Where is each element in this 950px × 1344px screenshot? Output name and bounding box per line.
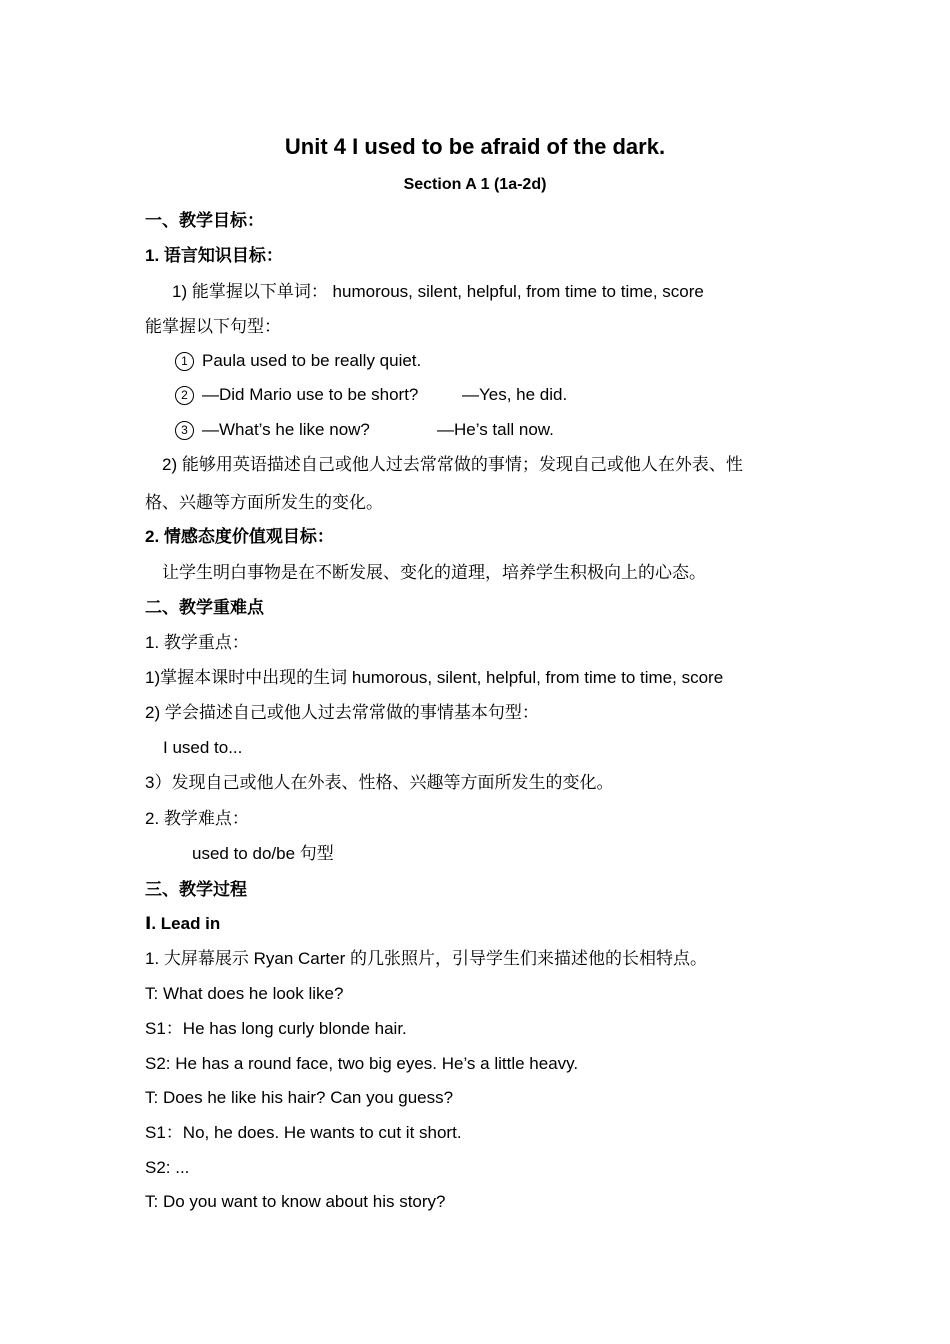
section-heading-objectives: 一、教学目标： — [145, 211, 264, 230]
sentence-item — [175, 350, 421, 372]
circled-number: 3 — [175, 421, 194, 440]
vocab-line: 1) 能掌握以下单词： humorous, silent, helpful, from time to time, score — [172, 282, 704, 301]
dialogue-line: T: Does he like his hair? Can you guess? — [145, 1088, 454, 1107]
document-title: Unit 4 I used to be afraid of the dark. — [284, 134, 666, 159]
subheading-language-objectives: 1. 语言知识目标： — [145, 246, 283, 265]
sentence-item — [175, 419, 370, 441]
subheading-emotion-objectives: 2. 情感态度价值观目标： — [145, 527, 334, 546]
circled-number: 2 — [175, 386, 194, 405]
key-point-2: 2) 学会描述自己或他人过去常常做的事情基本句型： — [145, 703, 539, 722]
key-point-2-example: I used to... — [163, 738, 243, 757]
sentence-text: Paula used to be really quiet. — [202, 351, 422, 370]
dialogue-line: T: Do you want to know about his story? — [145, 1192, 446, 1211]
circled-number: 1 — [175, 352, 194, 371]
lead-in-heading: Ⅰ. Lead in — [145, 914, 221, 933]
ability-line-1: 2) 能够用英语描述自己或他人过去常常做的事情；发现自己或他人在外表、性 — [162, 455, 743, 474]
sentence-answer: —Yes, he did. — [462, 385, 568, 404]
key-point-1: 1)掌握本课时中出现的生词 humorous, silent, helpful, from time to time, score — [145, 668, 724, 687]
section-heading-key-points: 二、教学重难点 — [145, 598, 264, 617]
sentence-question: —What’s he like now? — [202, 420, 370, 439]
document-subtitle: Section A 1 (1a-2d) — [403, 176, 547, 193]
dialogue-line: S2: He has a round face, two big eyes. He’s a little heavy. — [145, 1054, 579, 1073]
dialogue-line: S1：No, he does. He wants to cut it short. — [145, 1123, 462, 1142]
sentence-answer: —He’s tall now. — [437, 420, 554, 439]
sentence-intro: 能掌握以下句型： — [145, 317, 281, 336]
difficult-point-1: used to do/be 句型 — [192, 844, 334, 863]
difficult-points-heading: 2. 教学难点： — [145, 809, 249, 828]
dialogue-line: T: What does he look like? — [145, 984, 344, 1003]
key-point-3: 3）发现自己或他人在外表、性格、兴趣等方面所发生的变化。 — [145, 773, 614, 792]
dialogue-line: S2: ... — [145, 1158, 190, 1177]
emotion-line: 让学生明白事物是在不断发展、变化的道理，培养学生积极向上的心态。 — [162, 563, 706, 582]
dialogue-line: S1：He has long curly blonde hair. — [145, 1019, 407, 1038]
lead-in-step-1: 1. 大屏幕展示 Ryan Carter 的几张照片，引导学生们来描述他的长相特点。 — [145, 949, 707, 968]
ability-line-2: 格、兴趣等方面所发生的变化。 — [145, 493, 383, 512]
sentence-item — [175, 384, 418, 406]
section-heading-process: 三、教学过程 — [145, 880, 247, 899]
key-points-heading: 1. 教学重点： — [145, 633, 249, 652]
sentence-question: —Did Mario use to be short? — [202, 385, 419, 404]
